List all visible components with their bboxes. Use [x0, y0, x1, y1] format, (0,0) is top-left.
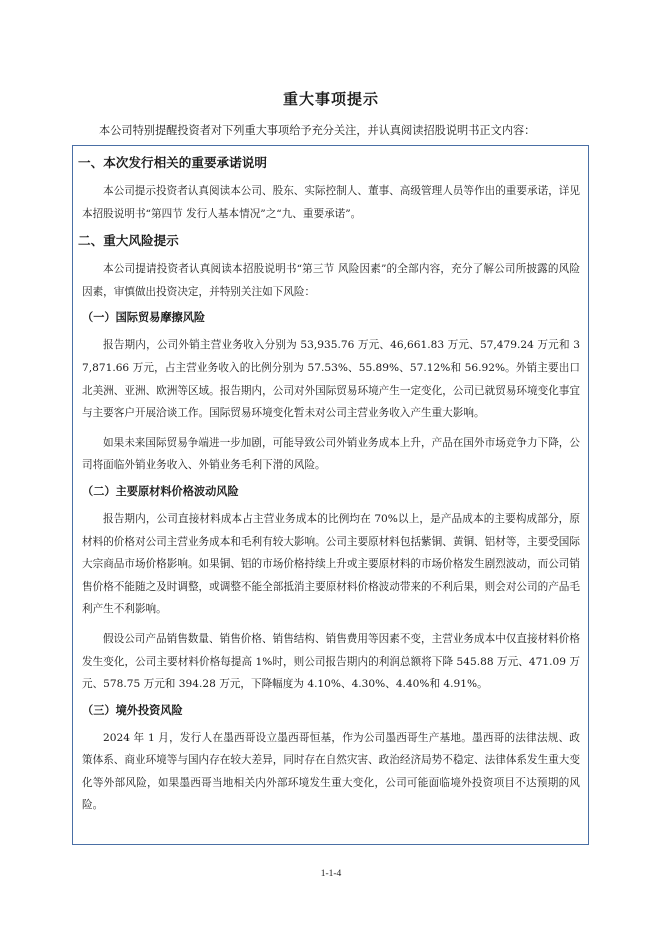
risk-3-paragraph-1: 2024 年 1 月，发行人在墨西哥设立墨西哥恒基，作为公司墨西哥生产基地。墨西哥的法律法规、政策体系、商业环境等与国内存在较大差异，同时存在自然灾害、政治经济局势不稳定、法律体系发生重大变化等外部风险，如果墨西哥当地相关内外部环境发生重大变化，公司可能面临境外投资项目不达预期的风险。 — [82, 731, 580, 812]
section-2-paragraph: 本公司提请投资者认真阅读本招股说明书“第三节 风险因素”的全部内容，充分了解公司所披露的风险因素，审慎做出投资决定，并特别关注如下风险： — [82, 263, 580, 298]
section-1-heading: 一、本次发行相关的重要承诺说明 — [78, 155, 267, 170]
risk-1-heading: （一）国际贸易摩擦风险 — [82, 311, 206, 325]
intro-paragraph: 本公司特别提醒投资者对下列重大事项给予充分关注，并认真阅读招股说明书正文内容： — [99, 124, 536, 137]
page-number: 1-1-4 — [320, 869, 342, 879]
risk-2-paragraph-1: 报告期内，公司直接材料成本占主营业务成本的比例均在 70%以上，是产品成本的主要构成部分，原材料的价格对公司主营业务成本和毛利有较大影响。公司主要原材料包括紫铜、黄铜、铝材等，主要受国际大宗商品市场价格影响。如果铜、铝的市场价格持续上升或主要原材料的市场价格发生剧烈波动，而公司销售价格不能随之及时调整，或调整不能全部抵消主要原材料价格波动带来的不利后果，则会对公司的产品毛利产生不利影响。 — [82, 512, 580, 616]
risk-2-paragraph-2: 假设公司产品销售数量、销售价格、销售结构、销售费用等因素不变，主营业务成本中仅直接材料价格发生变化，公司主要材料价格每提高 1%时，则公司报告期内的利润总额将下降 545.88 万元、471.09 万元、578.75 万元和 394.28 万元，下降幅度为 4.10%、4.30%、4.40%和 4.91%。 — [82, 632, 580, 691]
notice-box — [72, 145, 589, 845]
risk-2-heading: （二）主要原材料价格波动风险 — [82, 484, 239, 498]
section-1-paragraph: 本公司提示投资者认真阅读本公司、股东、实际控制人、董事、高级管理人员等作出的重要承诺，详见本招股说明书“第四节 发行人基本情况”之“九、重要承诺”。 — [82, 185, 580, 220]
risk-1-paragraph-1: 报告期内，公司外销主营业务收入分别为 53,935.76 万元、46,661.83 万元、57,479.24 万元和 37,871.66 万元，占主营业务收入的比例分别为 57.53%、55.89%、57.12%和 56.92%。外销主要出口北美洲、亚洲、欧洲等区域。报告期内，公司对外国际贸易环境产生一定变化，公司已就贸易环境变化事宜与主要客户开展洽谈工作。国际贸易环境变化暂未对公司主营业务收入产生重大影响。 — [82, 339, 580, 420]
risk-3-heading: （三）境外投资风险 — [82, 703, 183, 717]
page-title: 重大事项提示 — [282, 90, 379, 108]
notice-content — [78, 154, 580, 824]
risk-1-paragraph-2: 如果未来国际贸易争端进一步加剧，可能导致公司外销业务成本上升，产品在国外市场竞争力下降，公司将面临外销业务收入、外销业务毛利下滑的风险。 — [82, 436, 580, 472]
section-2-heading: 二、重大风险提示 — [78, 233, 179, 249]
